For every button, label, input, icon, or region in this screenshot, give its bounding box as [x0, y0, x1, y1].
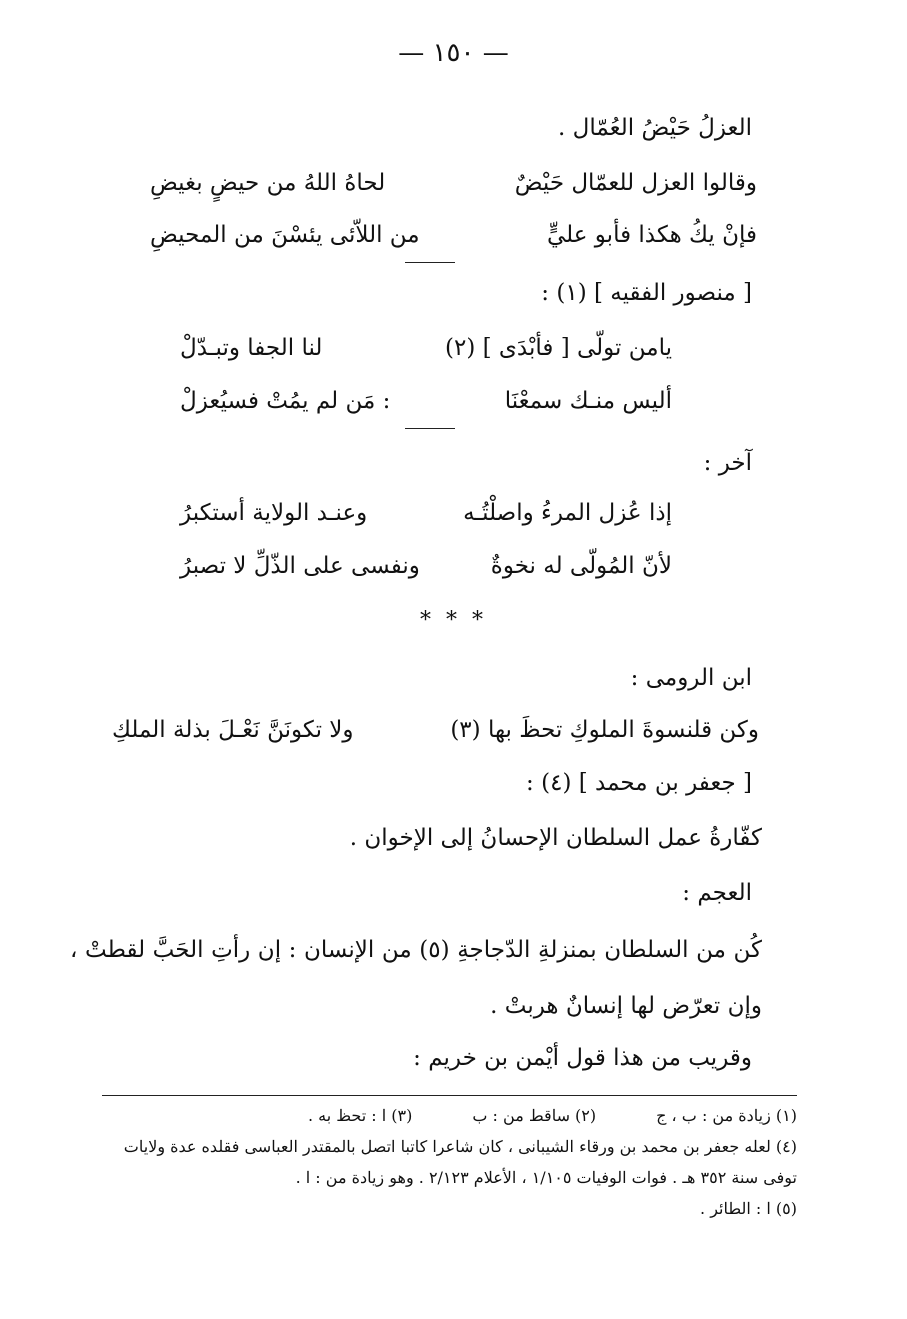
footnote-4-line-1: (٤) لعله جعفر بن محمد بن ورقاء الشيبانى ، كان شاعرا كاتبا اتصل بالمقتدر العباسى فقلده عدة ولايات [123, 1137, 797, 1156]
verse-6-first-hemistich: لأنّ المُولّى له نخوةٌ [490, 553, 672, 579]
verse-4-second-hemistich: : مَن لم يمُتْ فسيُعزلْ [180, 388, 391, 414]
footnote-2: (٢) ساقط من : ب [472, 1106, 597, 1125]
verse-6-second-hemistich: ونفسى على الذّلِّ لا تصبرُ [180, 553, 420, 579]
verse-separator [405, 262, 455, 263]
footnote-3: (٣) ا : تحظ به . [307, 1106, 413, 1125]
verse-separator [405, 428, 455, 429]
verse-2-first-hemistich: فإنْ يكُ هكذا فأبو عليٍّ [546, 222, 757, 248]
verse-3-second-hemistich: لنا الجفا وتبـدّلْ [180, 335, 323, 361]
footnote-rule [102, 1095, 797, 1096]
verse-4-first-hemistich: أليس منـك سمعْنَا [504, 388, 672, 414]
verse-2-second-hemistich: من اللاّئى يئسْنَ من المحيضِ [150, 222, 420, 248]
saying-paragraph: كفّارةُ عمل السلطان الإحسانُ إلى الإخوان . [349, 825, 762, 851]
attribution-other: آخر : [703, 450, 752, 476]
verse-5-second-hemistich: وعنـد الولاية أستكبرُ [180, 500, 368, 526]
attribution-ibn-al-rumi: ابن الرومى : [630, 665, 752, 691]
page-number: — ١٥٠ — [398, 38, 509, 68]
proverb-heading: العزلُ حَيْضُ العُمّال . [558, 115, 752, 141]
verse-5-first-hemistich: إذا عُزل المرءُ واصلْتُـه [463, 500, 672, 526]
attribution-mansour: [ منصور الفقيه ] (١) : [541, 280, 752, 306]
verse-3-first-hemistich: يامن تولّى [ فأبْدَى ] (٢) [445, 335, 672, 361]
attribution-ajam: العجم : [682, 880, 752, 906]
footnote-1: (١) زيادة من : ب ، ج [656, 1106, 797, 1125]
saying-ajam-paragraph: كُن من السلطان بمنزلةِ الدّجاجةِ (٥) من الإنسان : إن رأتِ الحَبَّ لقطتْ ، وإن تعرّض لها إنسانٌ هربتْ . [70, 937, 762, 1019]
closing-line: وقريب من هذا قول أيْمن بن خريم : [413, 1045, 752, 1071]
verse-1-second-hemistich: لحاهُ اللهُ من حيضٍ بغيضِ [150, 170, 386, 196]
footnote-5: (٥) ا : الطائر . [700, 1199, 797, 1218]
verse-7-first-hemistich: وكن قلنسوةَ الملوكِ تحظَ بها (٣) [450, 717, 759, 743]
section-divider-stars: * * * [420, 608, 487, 633]
footnote-row-1 [95, 1106, 797, 1125]
verse-7-second-hemistich: ولا تكونَنَّ نَعْـلَ بذلة الملكِ [112, 717, 354, 743]
footnote-4-line-2: توفى سنة ٣٥٢ هـ . فوات الوفيات ١/١٠٥ ، الأعلام ٢/١٢٣ . وهو زيادة من : ا . [295, 1168, 797, 1187]
verse-1-first-hemistich: وقالوا العزل للعمّال حَيْضٌ [514, 170, 757, 196]
attribution-jafar: [ جعفر بن محمد ] (٤) : [526, 770, 752, 796]
